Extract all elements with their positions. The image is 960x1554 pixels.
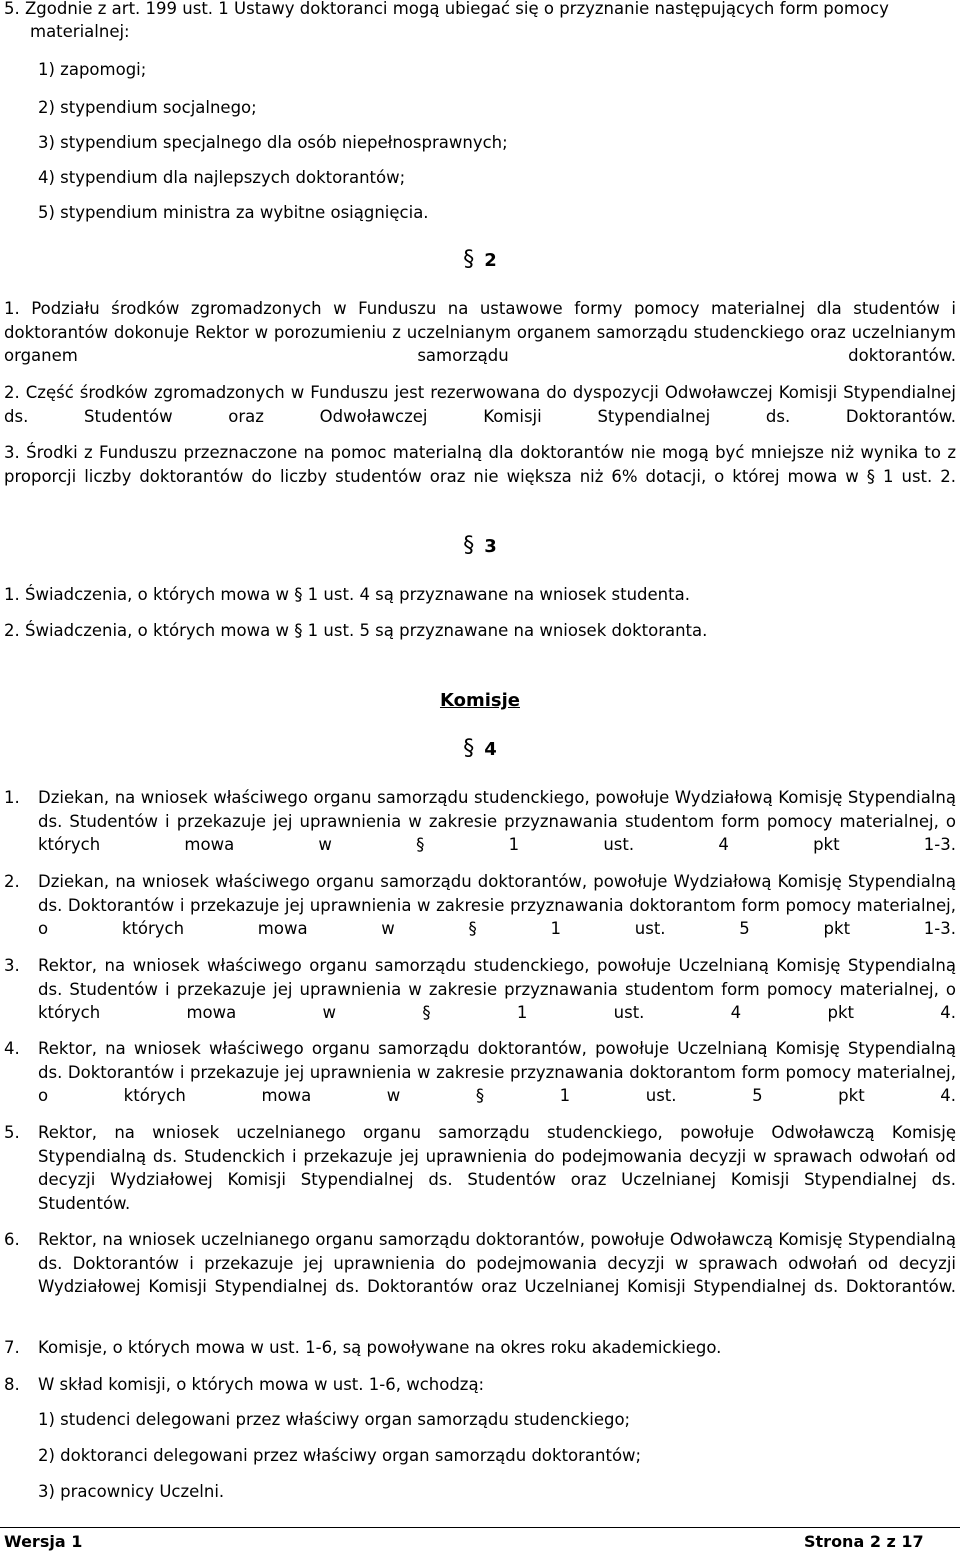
- item-number: 8.: [4, 1375, 20, 1394]
- paragraph: 2. Część środków zgromadzonych w Funduszu jest rezerwowana do dyspozycji Odwoławczej Komisji Stypendialnej ds. Studentów oraz Odwoławczej Komisji Stypendialnej ds. Doktorantów.: [4, 383, 956, 426]
- section-number: 2: [484, 250, 497, 271]
- section-heading-2: [0, 247, 960, 272]
- intro-text: 5. Zgodnie z art. 199 ust. 1 Ustawy doktoranci mogą ubiegać się o przyznanie następujących form pomocy: [4, 0, 889, 18]
- list-item: 1) studenci delegowani przez właściwy organ samorządu studenckiego;: [38, 1410, 631, 1429]
- section-number: 4: [484, 739, 497, 760]
- item-number: 2.: [4, 872, 20, 891]
- list-item: 2) doktoranci delegowani przez właściwy organ samorządu doktorantów;: [38, 1446, 642, 1465]
- list-item: 3) pracownicy Uczelni.: [38, 1482, 225, 1501]
- item-number: 3.: [4, 956, 20, 975]
- chapter-heading: Komisje: [439, 690, 520, 711]
- paragraph: Dziekan, na wniosek właściwego organu samorządu studenckiego, powołuje Wydziałową Komisję Stypendialną ds. Studentów i przekazuje jej uprawnienia w zakresie przyznawania studentom form pomocy materialnej, o których mowa w § 1 ust. 4 pkt 1-3.: [38, 788, 956, 854]
- intro-text-cont: materialnej:: [30, 22, 130, 41]
- footer-rule: [0, 1527, 960, 1528]
- paragraph: Rektor, na wniosek uczelnianego organu samorządu studenckiego, powołuje Odwoławczą Komisję Stypendialną ds. Studenckich i przekazuje jej uprawnienia do podejmowania decyzji w sprawach odwołań od decyzji Wydziałowej Komisji Stypendialnej ds. Studentów oraz Uczelnianej Komisji Stypendialnej ds. Studentów.: [38, 1123, 956, 1213]
- list-item: 3) stypendium specjalnego dla osób niepełnosprawnych;: [38, 133, 508, 152]
- paragraph: Komisje, o których mowa w ust. 1-6, są powoływane na okres roku akademickiego.: [38, 1338, 722, 1357]
- paragraph: 2. Świadczenia, o których mowa w § 1 ust. 5 są przyznawane na wniosek doktoranta.: [4, 621, 708, 640]
- paragraph: 3. Środki z Funduszu przeznaczone na pomoc materialną dla doktorantów nie mogą być mniejsze niż wynika to z proporcji liczby doktorantów do liczby studentów oraz nie większa niż 6% dotacji, o której mowa w § 1 ust. 2.: [4, 443, 956, 486]
- item-number: 5.: [4, 1123, 20, 1142]
- footer-version: Wersja 1: [4, 1532, 83, 1551]
- paragraph: Rektor, na wniosek właściwego organu samorządu doktorantów, powołuje Uczelnianą Komisję Stypendialną ds. Doktorantów i przekazuje jej uprawnienia w zakresie przyznawania doktorantom form pomocy materialnej, o których mowa w § 1 ust. 5 pkt 4.: [38, 1039, 956, 1105]
- list-item: 5) stypendium ministra za wybitne osiągnięcia.: [38, 203, 429, 222]
- list-item: 2) stypendium socjalnego;: [38, 98, 257, 117]
- item-number: 6.: [4, 1230, 20, 1249]
- paragraph-symbol: §: [463, 736, 475, 761]
- section-number: 3: [484, 536, 497, 557]
- item-number: 1.: [4, 788, 20, 807]
- paragraph-symbol: §: [463, 247, 475, 272]
- item-number: 7.: [4, 1338, 20, 1357]
- paragraph-symbol: §: [463, 533, 475, 558]
- footer-page-number: Strona 2 z 17: [804, 1532, 924, 1551]
- section-heading-3: [0, 533, 960, 558]
- item-number: 4.: [4, 1039, 20, 1058]
- paragraph: 1. Świadczenia, o których mowa w § 1 ust. 4 są przyznawane na wniosek studenta.: [4, 585, 690, 604]
- list-item: 1) zapomogi;: [38, 60, 147, 79]
- paragraph: W skład komisji, o których mowa w ust. 1-6, wchodzą:: [38, 1375, 485, 1394]
- section-heading-4: [0, 736, 960, 761]
- paragraph: Dziekan, na wniosek właściwego organu samorządu doktorantów, powołuje Wydziałową Komisję Stypendialną ds. Doktorantów i przekazuje jej uprawnienia w zakresie przyznawania doktorantom form pomocy materialnej, o których mowa w § 1 ust. 5 pkt 1-3.: [38, 872, 956, 938]
- paragraph: 1. Podziału środków zgromadzonych w Funduszu na ustawowe formy pomocy materialnej dla studentów i doktorantów dokonuje Rektor w porozumieniu z uczelnianym organem samorządu studenckiego oraz uczelnianym organem samorządu doktorantów.: [4, 299, 956, 365]
- paragraph: Rektor, na wniosek właściwego organu samorządu studenckiego, powołuje Uczelnianą Komisję Stypendialną ds. Studentów i przekazuje jej uprawnienia w zakresie przyznawania studentom form pomocy materialnej, o których mowa w § 1 ust. 4 pkt 4.: [38, 956, 956, 1022]
- list-item: 4) stypendium dla najlepszych doktorantów;: [38, 168, 406, 187]
- paragraph: Rektor, na wniosek uczelnianego organu samorządu doktorantów, powołuje Odwoławczą Komisję Stypendialną ds. Doktorantów i przekazuje jej uprawnienia do podejmowania decyzji w sprawach odwołań od decyzji Wydziałowej Komisji Stypendialnej ds. Doktorantów oraz Uczelnianej Komisji Stypendialnej ds. Doktorantów.: [38, 1230, 956, 1296]
